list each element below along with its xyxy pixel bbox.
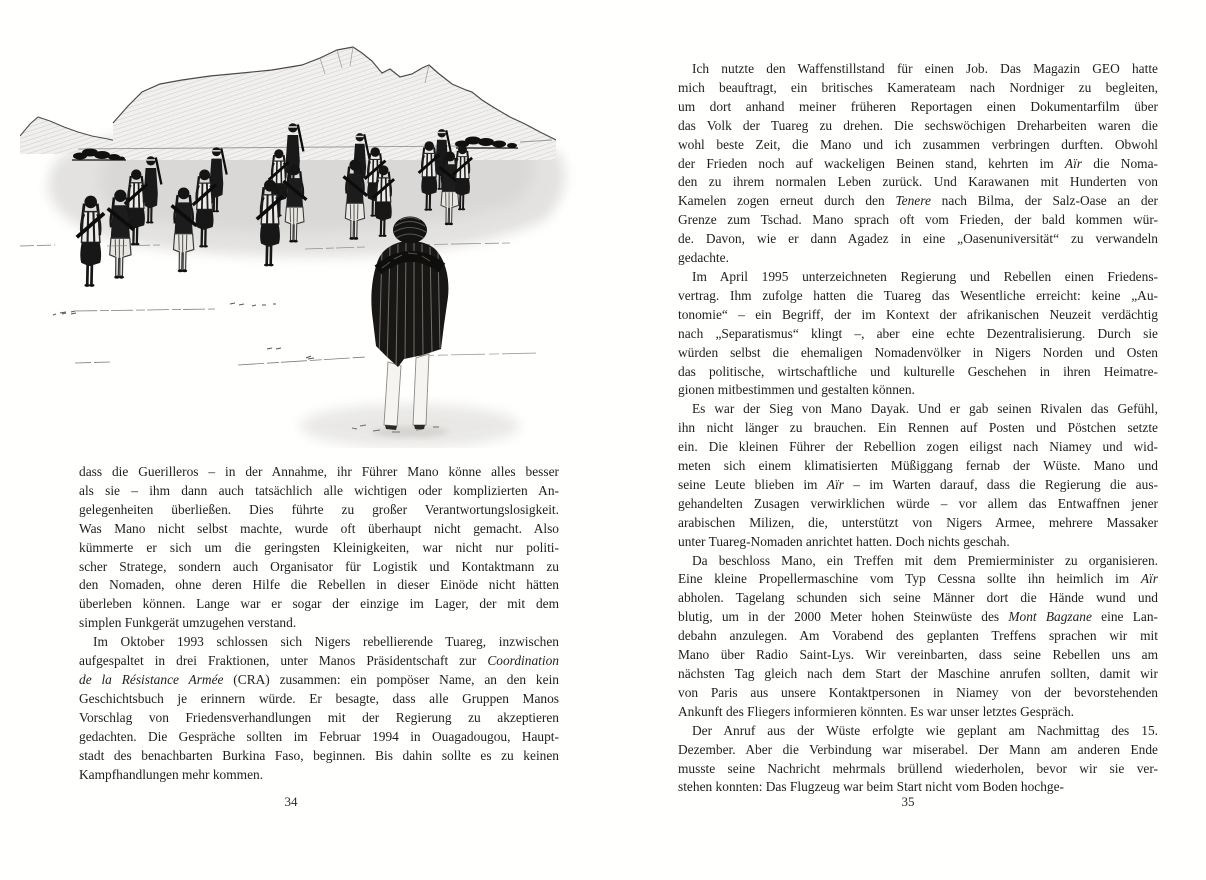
text-line: nächsten Tag gleich nach dem Start der Maschine anrufen sollten, damit wir (678, 666, 1158, 681)
text-line: seine Leute blieben im Aïr – im Warten darauf, dass die Regierung die aus- (678, 476, 1158, 492)
text-line: mich beauftragt, ein britisches Kamerateam nach Nordniger zu begleiten, (678, 79, 1158, 95)
text-line: das politische, wirtschaftliche und kulturelle Geschehen in ihren Heimatre- (678, 363, 1158, 379)
text-line: Kamelen zogen erneut durch den Tenere nach Bilma, der Salz-Oase an der (678, 193, 1158, 209)
text-line: ein. Die kleinen Führer der Rebellion zogen eiligst nach Niamey und wid- (678, 439, 1158, 455)
text-line: de. Davon, wie er dann Agadez in eine „Oasenuniversität“ zu verwandeln (678, 231, 1158, 247)
text-line: gedachten. Die Gespräche sollten im Februar 1994 in Ouagadougou, Haupt- (79, 728, 559, 744)
text-line: als sie – ihm dann auch tatsächlich alle wichtigen oder komplizierten An- (79, 482, 559, 498)
text-line: um dort anhand meiner früheren Reportagen einen Dokumentarfilm über (678, 98, 1158, 114)
text-line: das Volk der Tuareg zu drehen. Die sechswöchigen Dreharbeiten waren die (678, 117, 1158, 133)
page-number-left: 34 (284, 794, 298, 809)
text-line: wohl beste Zeit, die Mano und ich zusammen verbringen durften. Obwohl (678, 136, 1158, 152)
text-line: überleben können. Lange war er sogar der einzige im Lager, der mit dem (79, 596, 559, 612)
text-line: Der Anruf aus der Wüste erfolgte wie geplant am Nachmittag des 15. (692, 722, 1158, 738)
text-line: Dezember. Aber die Verbindung war miserabel. Der Mann am anderen Ende (678, 741, 1158, 757)
text-line: gelegenheiten überließen. Dies führte zu großer Verantwortungslosigkeit. (79, 501, 559, 517)
text-line: den Nomaden, ohne deren Hilfe die Rebellen in dieser Einöde nicht hätten (79, 577, 559, 593)
text-line: würden selbst die ehemaligen Nomadenvölker in Nigers Norden und Osten (678, 344, 1158, 360)
text-line: nach „Separatismus“ klingt –, aber eine echte Dezentralisierung. Durch sie (678, 325, 1158, 341)
text-line: aufgespaltet in drei Fraktionen, unter Manos Präsidentschaft zur Coordination (79, 653, 559, 669)
text-line: stehen konnten: Das Flugzeug war beim Start nicht vom Boden hochge- (678, 779, 1065, 795)
text-line: den zu ihrem normalen Leben zurück. Und Karawanen mit Hunderten von (678, 174, 1158, 190)
page-number-right: 35 (901, 794, 915, 809)
desert-wash (48, 123, 565, 448)
text-line: Da beschloss Mano, ein Treffen mit dem Premierminister zu organisieren. (692, 552, 1158, 568)
text-line: ihn nicht länger zu brauchen. Ein Rennen auf Posten und Pöstchen setzte (678, 420, 1158, 436)
man-shadow (372, 427, 448, 438)
text-line: musste seine Nachricht mehrmals brüllend wiederholen, bevor wir sie ver- (678, 760, 1158, 776)
text-line: Im April 1995 unterzeichneten Regierung und Rebellen einen Friedens- (692, 268, 1158, 284)
text-line: simplen Funkgerät umzugehen verstand. (79, 615, 297, 631)
text-line: von Paris aus unsere Kontaktpersonen in Niamey von der bevorstehenden (678, 684, 1158, 700)
text-line: Geschichtsbuch je erinnern würde. Er besagte, dass alle Gruppen Manos (79, 690, 559, 706)
illustration-tuareg-meeting (20, 28, 600, 448)
right-text-block (678, 60, 1158, 797)
text-line: Vorschlag von Friedensverhandlungen mit der Regierung zu akzeptieren (79, 709, 559, 725)
text-line: Kampfhandlungen mehr kommen. (79, 766, 264, 782)
left-text-block (79, 463, 559, 784)
text-line: debahn anzulegen. Am Vorabend des geplanten Treffens sprachen wir mit (678, 628, 1158, 644)
text-line: abholen. Tagelang schunden sich seine Männer dort die Hände wund und (678, 590, 1158, 606)
text-line: unter Tuareg-Nomaden anrichtet hatten. Doch nichts geschah. (678, 533, 1010, 549)
text-line: arabischen Milizen, die, unterstützt von Nigers Armee, mehrere Massaker (678, 514, 1158, 530)
text-line: kümmerte er sich um die geringsten Kleinigkeiten, war nicht nur politi- (79, 539, 559, 555)
text-line: scher Stratege, sondern auch Organisator für Logistik und Kontaktmann zu (79, 558, 559, 574)
text-line: Ich nutzte den Waffenstillstand für einen Job. Das Magazin GEO hatte (692, 61, 1158, 76)
text-line: stadt des benachbarten Burkina Faso, beginnen. Bis dahin sollte es zu keinen (79, 747, 559, 763)
man-right-foot (414, 425, 425, 429)
text-line: gionen mitbestimmen und gestalten können. (678, 382, 915, 398)
text-line: de la Résistance Armée (CRA) zusammen: ein pompöser Name, an den kein (79, 671, 559, 687)
page-right (603, 0, 1206, 880)
text-line: gehandelten Zusagen verwirklichen würde – vor allem das Entwaffnen jener (678, 495, 1158, 511)
text-line: Mano über Radio Saint-Lys. Wir vereinbarten, dass seine Rebellen uns am (678, 647, 1158, 663)
text-line: Was Mano nicht selbst machte, wurde oft überhaupt nicht gemacht. Also (79, 520, 559, 536)
text-line: der Frieden noch auf wackeligen Beinen stand, kehrten im Aïr die Noma- (678, 155, 1158, 171)
text-line: Ankunft des Fliegers informieren könnten. Es war unser letztes Gespräch. (678, 703, 1075, 719)
man-right-pant (413, 354, 429, 425)
text-line: Im Oktober 1993 schlossen sich Nigers rebellierende Tuareg, inzwischen (93, 634, 559, 650)
text-line: tonomie“ – ein Begriff, der im Kontext der afrikanischen Neuzeit verdächtig (678, 306, 1158, 322)
text-line: meten sich einem klimatisierten Müßiggang fernab der Wüste. Mano und (678, 458, 1158, 474)
text-line: gedachte. (678, 250, 729, 266)
text-line: blutig, um in der 2000 Meter hohen Steinwüste des Mont Bagzane eine Lan- (678, 609, 1158, 625)
text-line: Eine kleine Propellermaschine vom Typ Cessna sollte ihn heimlich im Aïr (678, 571, 1158, 587)
text-line: dass die Guerilleros – in der Annahme, ihr Führer Mano könne alles besser (79, 464, 559, 479)
text-line: vertrag. Ihm zufolge hatten die Tuareg das Wesentliche erreicht: keine „Au- (678, 287, 1158, 303)
text-line: Grenze zum Tschad. Mano sprach oft vom Frieden, der bald kommen wür- (678, 212, 1158, 228)
text-line: Es war der Sieg von Mano Dayak. Und er gab seinen Rivalen das Gefühl, (692, 401, 1158, 417)
